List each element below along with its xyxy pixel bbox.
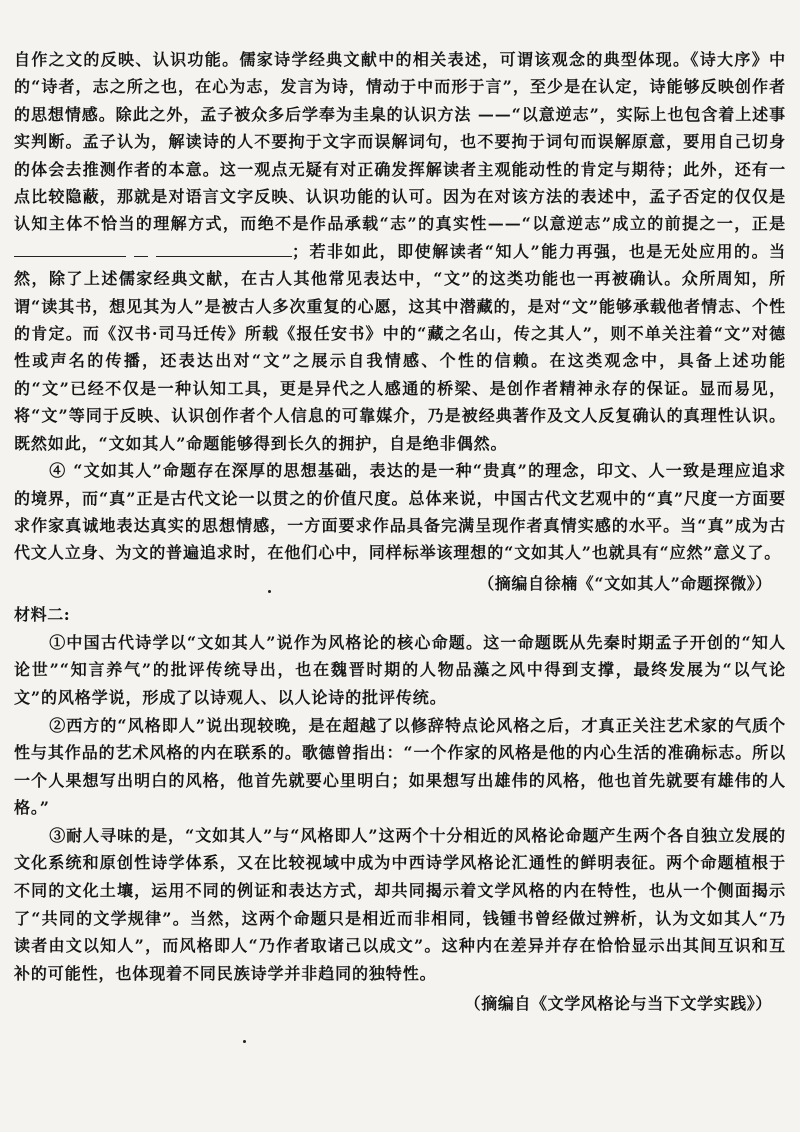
source-citation-2: （摘编自《文学风格论与当下文学实践》） (464, 994, 772, 1014)
paragraph-m2-2: ②西方的“风格即人”说出现较晚，是在超越了以修辞特点论风格之后，才真正关注艺术家的气质个性与其作品的艺术风格的内在联系的。歌德曾指出：“一个作家的风格是他的内心生活的准确标志。所以一个人果想写出明白的风格，他首先就要心里明白；如果想写出雄伟的风格，他也首先就要有雄伟的人格。” (14, 715, 786, 818)
paragraph-intro-text-1: 自作之文的反映、认识功能。儒家诗学经典文献中的相关表述，可谓该观念的典型体现。《诗大序》中的“诗者，志之所之也，在心为志，发言为诗，情动于中而形于言”，至少是在认定，诗能够反映创作者的思想情感。除此之外，孟子被众多后学奉为圭臬的认识方法 ——“以意逆志”，实际上也包含着上述事实判断。孟子认为，解读诗的人不要拘于文字而误解词句，也不要拘于词句而误解原意，要用自己切身的体会去推测作者的本意。这一观点无疑有对正确发挥解读者主观能动性的肯定与期待；此外，还有一点比较隐蔽，那就是对语言文字反映、认识功能的认可。因为在对该方法的表述中，孟子否定的仅仅是认知主体不恰当的理解方式，而绝不是作品承载“志”的真实性——“以意逆志”成立的前提之一，正是 (14, 50, 786, 234)
paragraph-m2-3: ③耐人寻味的是，“文如其人”与“风格即人”这两个十分相近的风格论命题产生两个各自独立发展的文化系统和原创性诗学体系，又在比较视域中成为中西诗学风格论汇通性的鲜明表征。两个命题植根于不同的文化土壤，运用不同的例证和表达方式，却共同揭示着文学风格的内在特性，也从一个侧面揭示了“共同的文学规律”。当然，这两个命题只是相近而非相同，钱锺书曾经做过辨析，认为文如其人“乃读者由文以知人”，而风格即人“乃作者取诸己以成文”。这种内在差异并存在恰恰显示出其间互识和互补的可能性，也体现着不同民族诗学并非趋同的独特性。 (14, 825, 786, 983)
material-two-heading: 材料二: (14, 604, 71, 624)
answer-blank-2[interactable] (134, 242, 148, 257)
answer-blank-1[interactable] (14, 242, 126, 257)
paragraph-intro-text-2: ；若非如此，即使解读者“知人”能力再强，也是无处应用的。当然，除了上述儒家经典文献，在古人其他常见表达中，“文”的这类功能也一再被确认。众所周知，所谓“读其书，想见其为人”是被古人多次重复的心愿，这其中潜藏的，是对“文”能够承载他者情志、个性的肯定。而《汉书·司马迁传》所载《报任安书》中的“藏之名山，传之其人”，则不单关注着“文”对德性或声名的传播，还表达出对“文”之展示自我情感、个性的信赖。在这类观念中，具备上述功能的“文”已经不仅是一种认知工具，更是异代之人感通的桥梁、是创作者精神永存的保证。显而易见，将“文”等同于反映、认识创作者个人信息的可靠媒介，乃是被经典著作及文人反复确认的真理性认识。既然如此，“文如其人”命题能够得到长久的拥护，自是绝非偶然。 (14, 241, 786, 453)
paragraph-4: ④ “文如其人”命题存在深厚的思想基础，表达的是一种“贵真”的理念，印文、人一致是理应追求的境界，而“真”正是古代文论一以贯之的价值尺度。总体来说，中国古代文艺观中的“真”尺度一方面要求作家真诚地表达真实的思想情感，一方面要求作品具备完满呈现作者真情实感的水平。当“真”成为古代文人立身、为文的普遍追求时，在他们心中，同样标举该理想的“文如其人”也就具有“应然”意义了。 (14, 461, 786, 563)
answer-blank-3[interactable] (156, 242, 292, 257)
source-citation-1: （摘编自徐楠《“文如其人”命题探微》） (478, 573, 772, 593)
material-two (14, 601, 786, 1018)
material-one (14, 46, 786, 597)
speck-mark (268, 590, 271, 593)
speck-mark (243, 1040, 246, 1043)
paragraph-intro (14, 46, 786, 457)
paragraph-m2-1: ①中国古代诗学以“文如其人”说作为风格论的核心命题。这一命题既从先秦时期孟子开创的“知人论世”“知言养气”的批评传统导出，也在魏晋时期的人物品藻之风中得到支撑，最终发展为“以气论文”的风格学说，形成了以诗观人、以人论诗的批评传统。 (14, 632, 786, 707)
